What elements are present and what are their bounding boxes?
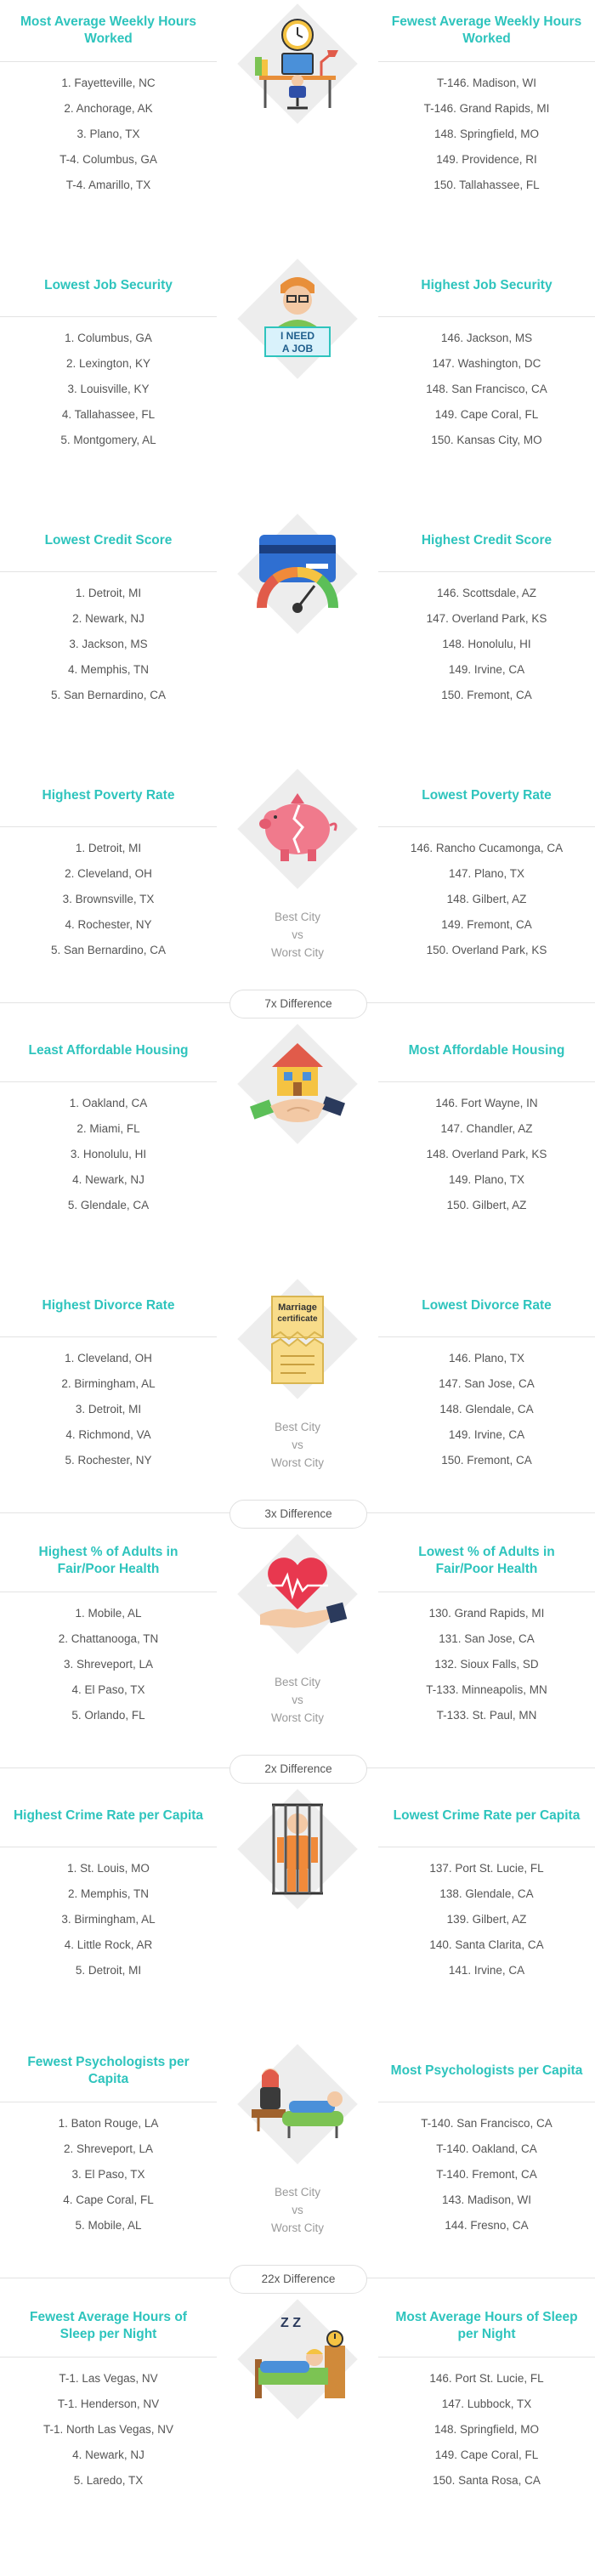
list-item: 146. Jackson, MS	[440, 332, 533, 344]
difference-badge: 3x Difference	[230, 1500, 367, 1529]
best-heading: Most Affordable Housing	[408, 1043, 565, 1058]
worst-heading: Least Affordable Housing	[28, 1043, 189, 1058]
list-item: 5. Orlando, FL	[71, 1709, 145, 1722]
best-heading: Lowest Crime Rate per Capita	[393, 1808, 581, 1823]
difference-badge: 2x Difference	[230, 1755, 367, 1784]
list-item: 148. Honolulu, HI	[442, 638, 531, 650]
list-item: 1. Cleveland, OH	[65, 1352, 152, 1365]
certificate-text: Marriage	[278, 1302, 317, 1313]
section-illustration	[230, 255, 366, 425]
difference-bar	[0, 1496, 595, 1530]
best-column	[378, 510, 595, 708]
worst-column	[0, 1785, 217, 1983]
list-item: 5. San Bernardino, CA	[50, 944, 167, 956]
section-illustration	[230, 0, 366, 170]
best-vs-worst-label: Best City vs Worst City	[270, 2186, 324, 2234]
list-item: 131. San Jose, CA	[439, 1632, 535, 1645]
worst-column	[0, 1275, 217, 1473]
divider	[0, 316, 217, 317]
heart-in-hand-icon	[246, 1543, 348, 1645]
prisoner-icon	[246, 1798, 348, 1900]
divider	[378, 2357, 595, 2358]
list-item: 149. Fremont, CA	[441, 918, 532, 931]
list-item: 132. Sioux Falls, SD	[434, 1658, 539, 1671]
list-item: 3. Birmingham, AL	[61, 1913, 156, 1926]
list-item: 150. Santa Rosa, CA	[433, 2474, 541, 2487]
list-item: 4. Rochester, NY	[65, 918, 152, 931]
list-item: 147. Overland Park, KS	[426, 612, 547, 625]
divider	[378, 826, 595, 827]
list-item: 146. Rancho Cucamonga, CA	[410, 842, 564, 854]
worst-column	[0, 765, 217, 963]
worst-column	[0, 510, 217, 708]
section-illustration	[230, 2295, 366, 2465]
list-item: 1. Oakland, CA	[69, 1097, 148, 1109]
broken-piggy-bank-icon	[246, 778, 348, 880]
best-heading: Lowest Poverty Rate	[422, 788, 552, 803]
best-vs-worst-label: Best City vs Worst City	[270, 1421, 324, 1469]
worst-heading: Highest Crime Rate per Capita	[13, 1808, 204, 1823]
section-illustration	[230, 1530, 366, 1724]
list-item: 149. Cape Coral, FL	[434, 2448, 539, 2461]
list-item: 146. Port St. Lucie, FL	[429, 2372, 544, 2385]
best-column	[378, 1785, 595, 1983]
therapy-session-icon	[246, 2053, 348, 2155]
list-item: 148. Overland Park, KS	[426, 1148, 547, 1160]
list-item: 148. Glendale, CA	[439, 1403, 534, 1416]
list-item: T-140. Oakland, CA	[436, 2142, 537, 2155]
worst-heading: Lowest Credit Score	[44, 533, 173, 548]
list-item: 130. Grand Rapids, MI	[428, 1607, 545, 1620]
sign-text: I NEED	[280, 330, 315, 342]
list-item: 148. Springfield, MO	[434, 2423, 540, 2436]
list-item: T-140. Fremont, CA	[436, 2168, 537, 2181]
divider	[378, 61, 595, 62]
worst-column	[0, 255, 217, 453]
sign-text: A JOB	[281, 343, 314, 355]
list-item: 137. Port St. Lucie, FL	[429, 1862, 544, 1875]
list-item: 143. Madison, WI	[441, 2193, 532, 2206]
best-column	[378, 255, 595, 453]
section-illustration	[230, 1020, 366, 1190]
list-item: 5. Glendale, CA	[67, 1199, 150, 1211]
list-item: T-140. San Francisco, CA	[421, 2117, 552, 2130]
list-item: 2. Chattanooga, TN	[58, 1632, 159, 1645]
list-item: 2. Birmingham, AL	[61, 1377, 156, 1390]
list-item: 3. Jackson, MS	[69, 638, 148, 650]
worst-column	[0, 2295, 217, 2494]
list-item: 146. Fort Wayne, IN	[435, 1097, 538, 1109]
difference-badge: 7x Difference	[230, 990, 367, 1018]
list-item: 2. Newark, NJ	[72, 612, 144, 625]
sleep-z-text: Z Z	[280, 2316, 301, 2330]
list-item: 150. Fremont, CA	[441, 689, 532, 701]
list-item: 4. Tallahassee, FL	[61, 408, 156, 421]
list-item: 150. Fremont, CA	[441, 1454, 532, 1467]
list-item: 2. Memphis, TN	[67, 1887, 150, 1900]
section-illustration	[230, 1275, 366, 1469]
list-item: 139. Gilbert, AZ	[446, 1913, 527, 1926]
divider	[378, 1081, 595, 1082]
best-column	[378, 1275, 595, 1473]
list-item: 148. Springfield, MO	[434, 128, 540, 140]
list-item: 4. Cape Coral, FL	[63, 2193, 154, 2206]
worst-column	[0, 2040, 217, 2238]
list-item: 150. Overland Park, KS	[426, 944, 547, 956]
list-item: 4. Little Rock, AR	[64, 1938, 153, 1951]
list-item: 141. Irvine, CA	[448, 1964, 525, 1977]
list-item: T-1. Las Vegas, NV	[59, 2372, 158, 2385]
credit-card-gauge-icon	[246, 523, 348, 625]
best-heading: Highest Job Security	[421, 278, 552, 292]
list-item: 2. Cleveland, OH	[65, 867, 152, 880]
list-item: 1. Detroit, MI	[75, 842, 142, 854]
worst-heading: Fewest Psychologists per Capita	[27, 2055, 190, 2086]
list-item: 149. Irvine, CA	[448, 663, 525, 676]
list-item: 1. Mobile, AL	[75, 1607, 142, 1620]
list-item: T-4. Columbus, GA	[60, 153, 157, 166]
list-item: 5. Detroit, MI	[75, 1964, 142, 1977]
list-item: 140. Santa Clarita, CA	[429, 1938, 544, 1951]
list-item: 5. Mobile, AL	[75, 2219, 142, 2232]
worst-column	[0, 1020, 217, 1218]
list-item: T-1. Henderson, NV	[57, 2397, 160, 2410]
list-item: 150. Gilbert, AZ	[446, 1199, 527, 1211]
worst-heading: Fewest Average Hours of Sleep per Night	[30, 2310, 187, 2341]
list-item: 149. Providence, RI	[436, 153, 537, 166]
list-item: 147. Washington, DC	[432, 357, 541, 370]
list-item: 1. Detroit, MI	[75, 587, 142, 599]
list-item: 4. Newark, NJ	[72, 2448, 144, 2461]
sleeping-person-icon	[246, 2308, 348, 2410]
best-heading: Most Psychologists per Capita	[390, 2063, 583, 2078]
list-item: 149. Plano, TX	[448, 1173, 525, 1186]
divider	[0, 61, 217, 62]
list-item: 148. Gilbert, AZ	[446, 893, 527, 905]
list-item: 4. El Paso, TX	[71, 1683, 145, 1696]
list-item: T-4. Amarillo, TX	[65, 179, 151, 191]
list-item: 5. Laredo, TX	[73, 2474, 144, 2487]
best-vs-worst-label: Best City vs Worst City	[270, 911, 324, 959]
section-illustration	[230, 765, 366, 959]
best-heading: Lowest Divorce Rate	[422, 1298, 552, 1313]
list-item: 3. Louisville, KY	[67, 383, 150, 395]
divider	[0, 2357, 217, 2358]
difference-badge: 22x Difference	[230, 2265, 367, 2294]
list-item: 150. Kansas City, MO	[431, 434, 542, 446]
section-illustration	[230, 510, 366, 680]
best-column	[378, 1020, 595, 1218]
list-item: 4. Richmond, VA	[65, 1428, 151, 1441]
list-item: 147. Lubbock, TX	[441, 2397, 532, 2410]
divider	[0, 1081, 217, 1082]
list-item: 2. Anchorage, AK	[64, 102, 153, 115]
list-item: 4. Memphis, TN	[67, 663, 150, 676]
torn-marriage-certificate-icon	[246, 1288, 348, 1390]
job-seeker-icon	[246, 268, 348, 370]
list-item: 150. Tallahassee, FL	[434, 179, 540, 191]
divider	[378, 1336, 595, 1337]
house-handshake-icon	[246, 1033, 348, 1135]
best-column	[378, 2040, 595, 2238]
list-item: 147. Chandler, AZ	[440, 1122, 533, 1135]
list-item: 3. Plano, TX	[76, 128, 140, 140]
list-item: 5. Rochester, NY	[65, 1454, 152, 1467]
list-item: 1. Baton Rouge, LA	[58, 2117, 159, 2130]
best-column	[378, 0, 595, 198]
list-item: 3. Detroit, MI	[75, 1403, 142, 1416]
list-item: T-133. Minneapolis, MN	[426, 1683, 547, 1696]
list-item: 148. San Francisco, CA	[426, 383, 547, 395]
list-item: 138. Glendale, CA	[439, 1887, 534, 1900]
list-item: T-146. Grand Rapids, MI	[423, 102, 550, 115]
worst-heading: Most Average Weekly Hours Worked	[20, 14, 197, 46]
divider	[0, 826, 217, 827]
list-item: 3. El Paso, TX	[71, 2168, 145, 2181]
list-item: 2. Miami, FL	[76, 1122, 140, 1135]
office-worker-icon	[246, 13, 348, 115]
best-column	[378, 1530, 595, 1728]
list-item: 146. Plano, TX	[448, 1352, 525, 1365]
section-illustration	[230, 1785, 366, 1955]
list-item: T-1. North Las Vegas, NV	[42, 2423, 174, 2436]
list-item: 3. Honolulu, HI	[70, 1148, 147, 1160]
list-item: 149. Irvine, CA	[448, 1428, 525, 1441]
list-item: 5. San Bernardino, CA	[50, 689, 167, 701]
list-item: 149. Cape Coral, FL	[434, 408, 539, 421]
worst-column	[0, 1530, 217, 1728]
list-item: 1. St. Louis, MO	[67, 1862, 150, 1875]
worst-column	[0, 0, 217, 198]
best-column	[378, 765, 595, 963]
list-item: T-133. St. Paul, MN	[436, 1709, 537, 1722]
list-item: 1. Columbus, GA	[65, 332, 152, 344]
difference-bar	[0, 1751, 595, 1785]
list-item: 5. Montgomery, AL	[60, 434, 156, 446]
list-item: 147. San Jose, CA	[439, 1377, 535, 1390]
best-heading: Fewest Average Weekly Hours Worked	[391, 14, 582, 46]
difference-bar	[0, 986, 595, 1020]
difference-bar	[0, 2261, 595, 2295]
divider	[378, 571, 595, 572]
list-item: T-146. Madison, WI	[436, 77, 537, 89]
list-item: 1. Fayetteville, NC	[61, 77, 156, 89]
divider	[378, 316, 595, 317]
list-item: 3. Shreveport, LA	[63, 1658, 154, 1671]
best-heading: Lowest % of Adults in Fair/Poor Health	[418, 1545, 555, 1576]
worst-heading: Highest % of Adults in Fair/Poor Health	[38, 1545, 178, 1576]
divider	[0, 571, 217, 572]
best-vs-worst-label: Best City vs Worst City	[270, 1676, 324, 1724]
list-item: 4. Newark, NJ	[72, 1173, 144, 1186]
worst-heading: Highest Poverty Rate	[42, 788, 175, 803]
list-item: 144. Fresno, CA	[445, 2219, 529, 2232]
list-item: 2. Lexington, KY	[65, 357, 151, 370]
worst-heading: Highest Divorce Rate	[42, 1298, 175, 1313]
list-item: 147. Plano, TX	[448, 867, 525, 880]
certificate-text: certificate	[277, 1314, 318, 1324]
section-illustration	[230, 2040, 366, 2234]
best-column	[378, 2295, 595, 2494]
list-item: 146. Scottsdale, AZ	[436, 587, 537, 599]
best-heading: Most Average Hours of Sleep per Night	[395, 2310, 578, 2341]
worst-heading: Lowest Job Security	[44, 278, 173, 292]
list-item: 2. Shreveport, LA	[63, 2142, 154, 2155]
list-item: 3. Brownsville, TX	[62, 893, 155, 905]
best-heading: Highest Credit Score	[421, 533, 552, 548]
divider	[0, 1336, 217, 1337]
